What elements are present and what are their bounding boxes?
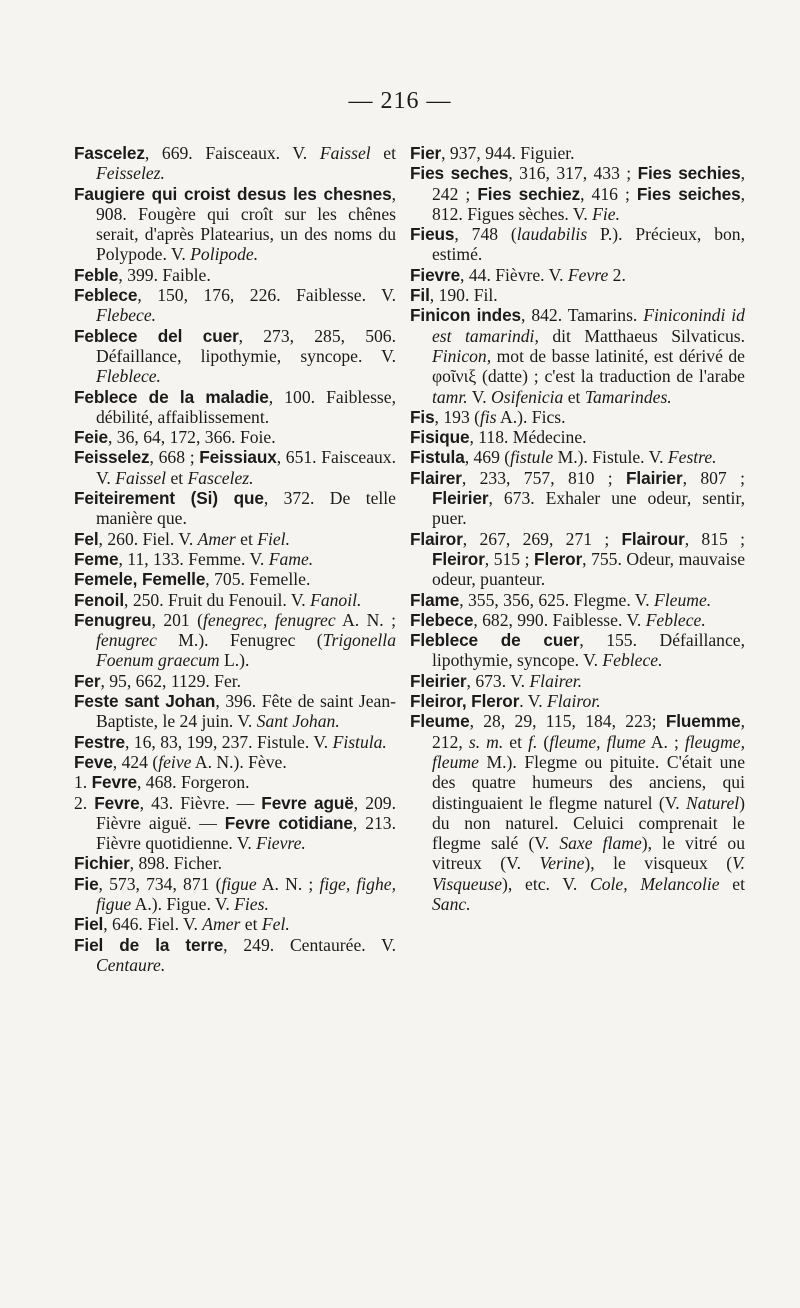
dictionary-entry [74, 793, 396, 854]
italic-reference: Fevre [567, 264, 609, 285]
italic-reference: figue [221, 873, 257, 894]
dictionary-entry [74, 691, 396, 732]
dictionary-entry [74, 549, 396, 569]
headword: Fleirier [410, 670, 467, 691]
dictionary-entry [74, 387, 396, 428]
entry-text: A.). Fics. [496, 406, 566, 427]
dictionary-entry [410, 305, 745, 406]
headword: Fel [74, 528, 99, 549]
entry-text: , 755. Odeur, mauvaise odeur, puanteur. [432, 548, 746, 590]
headword: Fil [410, 285, 430, 306]
italic-reference: Fel. [261, 914, 290, 935]
entry-text: , 273, 285, 506. Défaillance, lipothymie, syncope. V. [96, 325, 396, 366]
entry-text: , 190. Fil. [429, 285, 498, 306]
entry-text: , 573, 734, 871 ( [98, 873, 222, 894]
headword: Fenugreu [74, 609, 152, 630]
entry-text: ), le visqueux ( [584, 853, 733, 874]
italic-reference: laudabilis [516, 224, 588, 245]
entry-text: et [370, 143, 396, 163]
dictionary-entry [74, 285, 396, 326]
dictionary-entry [410, 711, 745, 914]
headword: Fluemme [665, 711, 741, 732]
dictionary-entry [74, 590, 396, 610]
italic-reference: Fies. [234, 893, 269, 914]
italic-reference: Amer [197, 528, 236, 549]
italic-reference: Fie. [592, 203, 620, 224]
entry-text: , 399. Faible. [118, 264, 211, 285]
italic-reference: tamr. [432, 386, 468, 407]
headword: Fies sechies [637, 163, 741, 184]
headword: Feblece [74, 285, 138, 306]
italic-reference: Polipode. [190, 244, 259, 265]
entry-text: A.). Figue. V. [131, 893, 235, 914]
entry-text: , 748 ( [454, 224, 517, 245]
entry-text: , 372. De telle manière que. [96, 488, 396, 529]
dictionary-entry [410, 143, 745, 163]
headword: Flame [410, 589, 460, 610]
entry-text: , 898. Ficher. [129, 853, 223, 874]
entry-text: et [563, 386, 585, 407]
headword: Fies seiches [636, 183, 741, 204]
entry-text: , 815 ; [684, 528, 745, 549]
italic-reference: Finiconindi id est tamarindi, [432, 305, 745, 346]
dictionary-entry [74, 427, 396, 447]
entry-text: A. N.). Fève. [191, 751, 287, 772]
dictionary-entry [410, 427, 745, 447]
dictionary-entry [410, 265, 745, 285]
headword: Feblece de la maladie [74, 386, 269, 407]
entry-text: , 28, 29, 115, 184, 223; [469, 711, 666, 732]
headword: Flairor [410, 528, 463, 549]
entry-text: , 267, 269, 271 ; [462, 528, 622, 549]
italic-reference: fige, fighe, figue [96, 873, 396, 914]
entry-text: A. N. ; [256, 873, 320, 894]
italic-reference: Naturel [686, 792, 740, 813]
italic-reference: Feblece. [602, 650, 663, 671]
entry-text: , 705. Femelle. [205, 569, 311, 590]
italic-reference: fistule [510, 447, 554, 468]
italic-reference: fleume, flume [549, 731, 646, 752]
entry-text: , 209. Fièvre aiguë. — [96, 792, 396, 833]
italic-reference: Osifenicia [491, 386, 564, 407]
headword: Fleblece de cuer [410, 630, 580, 651]
headword: Fevre [91, 772, 137, 793]
entry-text: , 842. Tamarins. [521, 305, 644, 326]
entry-text: et [719, 873, 745, 894]
dictionary-entry [410, 285, 745, 305]
entry-text: , 213. Fièvre quotidienne. V. [96, 812, 396, 854]
headword: Flairer [410, 467, 462, 488]
headword: Femele, Femelle [74, 569, 206, 590]
entry-text: , 937, 944. Figuier. [441, 143, 575, 163]
headword: Fleror [534, 548, 583, 569]
italic-reference: Fievre. [256, 833, 306, 854]
italic-reference: V. Visqueuse [432, 853, 746, 894]
dictionary-entry [74, 326, 396, 387]
entry-text: , 260. Fiel. V. [98, 528, 198, 549]
dictionary-entry [74, 853, 396, 873]
entry-text: , 95, 662, 1129. Fer. [100, 670, 242, 691]
entry-text: et [240, 914, 262, 935]
entry-text: , 155. Défaillance, lipothymie, syncope. V. [432, 630, 745, 671]
dictionary-entry [74, 732, 396, 752]
italic-reference: Centaure. [96, 954, 166, 975]
headword: Feble [74, 264, 119, 285]
dictionary-entry [74, 488, 396, 529]
entry-text: , 44. Fièvre. V. [460, 264, 568, 285]
headword: Feisselez [74, 447, 150, 468]
entry-text: , 682, 990. Faiblesse. V. [473, 609, 646, 630]
headword: Fer [74, 670, 101, 691]
italic-reference: Flairer. [529, 670, 583, 691]
entry-text: , 424 ( [112, 751, 159, 772]
headword: Fleiror [432, 548, 485, 569]
entry-text: , 908. Fougère qui croît sur les chênes serait, d'après Platearius, un des noms du Polypode. V. [96, 183, 396, 265]
entry-text: 2. [608, 264, 626, 285]
left-column [74, 143, 396, 975]
entry-text: ), le vitré ou vitreux (V. [432, 833, 746, 874]
entry-text: , 316, 317, 433 ; [508, 163, 638, 184]
italic-reference: Faissel [319, 143, 371, 163]
entry-text: 1. [74, 772, 92, 793]
entry-text: , 515 ; [484, 548, 535, 569]
entry-text: , 43. Fièvre. — [139, 792, 262, 813]
italic-reference: fleugme, fleume [432, 731, 745, 772]
entry-text: A. N. ; [335, 609, 396, 630]
italic-reference: Fiel. [257, 528, 290, 549]
headword: Flebece [410, 609, 474, 630]
entry-text: 2. [74, 792, 95, 813]
headword: Feie [74, 427, 108, 448]
dictionary-entry [410, 671, 745, 691]
headword: Fevre [94, 792, 140, 813]
italic-reference: fenegrec, fenugrec [203, 609, 336, 630]
right-column [410, 143, 745, 914]
headword: Fis [410, 406, 435, 427]
dictionary-entry [74, 772, 396, 792]
entry-text: A. ; [645, 731, 685, 752]
entry-text: , 396. Fête de saint Jean-Baptiste, le 24 juin. V. [96, 691, 396, 732]
dictionary-entry [410, 407, 745, 427]
entry-text: mot de basse latinité, est dérivé de φοῖνιξ (datte) ; c'est la traduction de l'arabe [432, 345, 745, 387]
entry-text: , 669. Faisceaux. V. [144, 143, 320, 163]
italic-reference: Fistula. [332, 731, 387, 752]
headword: Fevre cotidiane [224, 812, 353, 833]
entry-text: , 250. Fruit du Fenouil. V. [124, 589, 311, 610]
headword: Feissiaux [199, 447, 277, 468]
headword: Fleirier [432, 488, 489, 509]
italic-reference: Fleblece. [96, 366, 161, 387]
italic-reference: fis [480, 406, 497, 427]
italic-reference: Fame. [268, 548, 314, 569]
italic-reference: Cole, Melancolie [590, 873, 720, 894]
entry-text: et [166, 467, 188, 488]
headword: Fleiror, Fleror [410, 691, 520, 712]
headword: Feve [74, 751, 113, 772]
headword: Fiel [74, 914, 104, 935]
entry-text: , 812. Figues sèches. V. [432, 183, 745, 224]
italic-reference: Fleume. [654, 589, 712, 610]
dictionary-entry [410, 163, 745, 224]
entry-text: , 249. Centaurée. V. [223, 934, 396, 955]
italic-reference: Sanc. [432, 893, 471, 914]
entry-text: V. [467, 386, 492, 407]
dictionary-entry [74, 935, 396, 976]
italic-reference: Saxe flame [559, 833, 642, 854]
page-number: — 216 — [348, 88, 452, 114]
headword: Feme [74, 548, 119, 569]
dictionary-entry [410, 447, 745, 467]
dictionary-entry [74, 610, 396, 671]
dictionary-entry [74, 447, 396, 488]
italic-reference: Flairor. [547, 691, 601, 712]
dictionary-entry [410, 630, 745, 671]
entry-text: ), etc. V. [502, 873, 590, 894]
entry-text: M.). Fistule. V. [553, 447, 668, 468]
headword: Feiteirement (Si) que [74, 488, 264, 509]
entry-text: , 212, [432, 711, 745, 752]
dictionary-entry [74, 671, 396, 691]
headword: Fenoil [74, 589, 125, 610]
entry-text: , 646. Fiel. V. [103, 914, 203, 935]
dictionary-entry [410, 610, 745, 630]
headword: Fisique [410, 427, 470, 448]
entry-text: , 118. Médecine. [469, 427, 587, 448]
italic-reference: f. [528, 731, 538, 752]
dictionary-entry [74, 752, 396, 772]
italic-reference: fenugrec [96, 630, 157, 651]
entry-text: , 673. Exhaler une odeur, sentir, puer. [432, 488, 745, 529]
dictionary-entry [74, 184, 396, 265]
headword: Fies sechiez [477, 183, 581, 204]
entry-text: , 807 ; [682, 467, 746, 488]
dictionary-entry [410, 529, 745, 590]
dictionary-entry [410, 590, 745, 610]
dictionary-entry [410, 224, 745, 265]
headword: Faugiere qui croist desus les chesnes [74, 183, 392, 204]
italic-reference: feive [158, 751, 192, 772]
entry-text: , 355, 356, 625. Flegme. V. [459, 589, 655, 610]
entry-text: M.). Fenugrec ( [156, 630, 323, 651]
entry-text: . V. [519, 691, 548, 712]
headword: Festre [74, 731, 125, 752]
italic-reference: Verine [539, 853, 585, 874]
italic-reference: Fascelez. [187, 467, 254, 488]
entry-text: , 469 ( [464, 447, 511, 468]
italic-reference: Sant Johan. [256, 711, 340, 732]
entry-text: ) du non naturel. Celuici comprenait le flegme salé (V. [432, 792, 745, 854]
italic-reference: Tamarindes. [584, 386, 672, 407]
dictionary-entry [74, 265, 396, 285]
entry-text: L.). [219, 650, 250, 671]
entry-text: , 668 ; [149, 447, 200, 468]
headword: Fievre [410, 264, 461, 285]
entry-text: , 193 ( [434, 406, 480, 427]
italic-reference: Amer [202, 914, 241, 935]
headword: Finicon indes [410, 305, 521, 326]
headword: Flairour [621, 528, 685, 549]
italic-reference: Trigonella Foenum graecum [96, 630, 396, 671]
headword: Feblece del cuer [74, 325, 239, 346]
entry-text: , 100. Faiblesse, débilité, affaiblissement. [96, 386, 396, 427]
dictionary-entry [74, 143, 396, 184]
entry-text: , 242 ; [432, 163, 745, 204]
headword: Flairier [626, 467, 683, 488]
headword: Fies seches [410, 163, 509, 184]
entry-text: , 468. Forgeron. [136, 772, 250, 793]
headword: Fiel de la terre [74, 934, 224, 955]
dictionary-entry [74, 914, 396, 934]
entry-text: , 150, 176, 226. Faiblesse. V. [137, 285, 396, 306]
headword: Fascelez [74, 143, 145, 163]
headword: Fleume [410, 711, 470, 732]
dictionary-entry [410, 691, 745, 711]
italic-reference: Feisselez. [96, 163, 165, 184]
dictionary-entry [74, 569, 396, 589]
headword: Fieus [410, 224, 455, 245]
entry-text: , 233, 757, 810 ; [461, 467, 627, 488]
entry-text: et [235, 528, 258, 549]
entry-text: et [503, 731, 529, 752]
entry-text: , 11, 133. Femme. V. [118, 548, 269, 569]
italic-reference: Festre. [667, 447, 717, 468]
italic-reference: Finicon, [432, 345, 492, 366]
headword: Fevre aguë [261, 792, 354, 813]
dictionary-entry [410, 468, 745, 529]
dictionary-entry [74, 529, 396, 549]
headword: Fier [410, 143, 442, 163]
dictionary-entry [74, 874, 396, 915]
headword: Fistula [410, 447, 465, 468]
entry-text: M.). Flegme ou pituite. C'était une des quatre humeurs des anciens, qui distinguaient le flegme naturel (V. [432, 751, 745, 813]
italic-reference: Fanoil. [310, 589, 362, 610]
headword: Fie [74, 873, 99, 894]
entry-text: , 201 ( [151, 609, 203, 630]
italic-reference: Faissel [115, 467, 167, 488]
entry-text: , 36, 64, 172, 366. Foie. [108, 427, 276, 448]
entry-text: P.). Précieux, bon, estimé. [432, 224, 745, 265]
entry-text: dit Matthaeus Silvaticus. [538, 325, 745, 346]
entry-text: , 673. V. [466, 670, 530, 691]
italic-reference: Feblece. [645, 609, 706, 630]
entry-text: , 416 ; [580, 183, 637, 204]
italic-reference: Flebece. [96, 305, 157, 326]
headword: Feste sant Johan [74, 691, 216, 712]
italic-reference: s. m. [468, 731, 504, 752]
entry-text: , 651. Faisceaux. V. [96, 447, 397, 488]
headword: Fichier [74, 853, 130, 874]
entry-text: , 16, 83, 199, 237. Fistule. V. [125, 731, 333, 752]
entry-text: ( [537, 731, 550, 752]
